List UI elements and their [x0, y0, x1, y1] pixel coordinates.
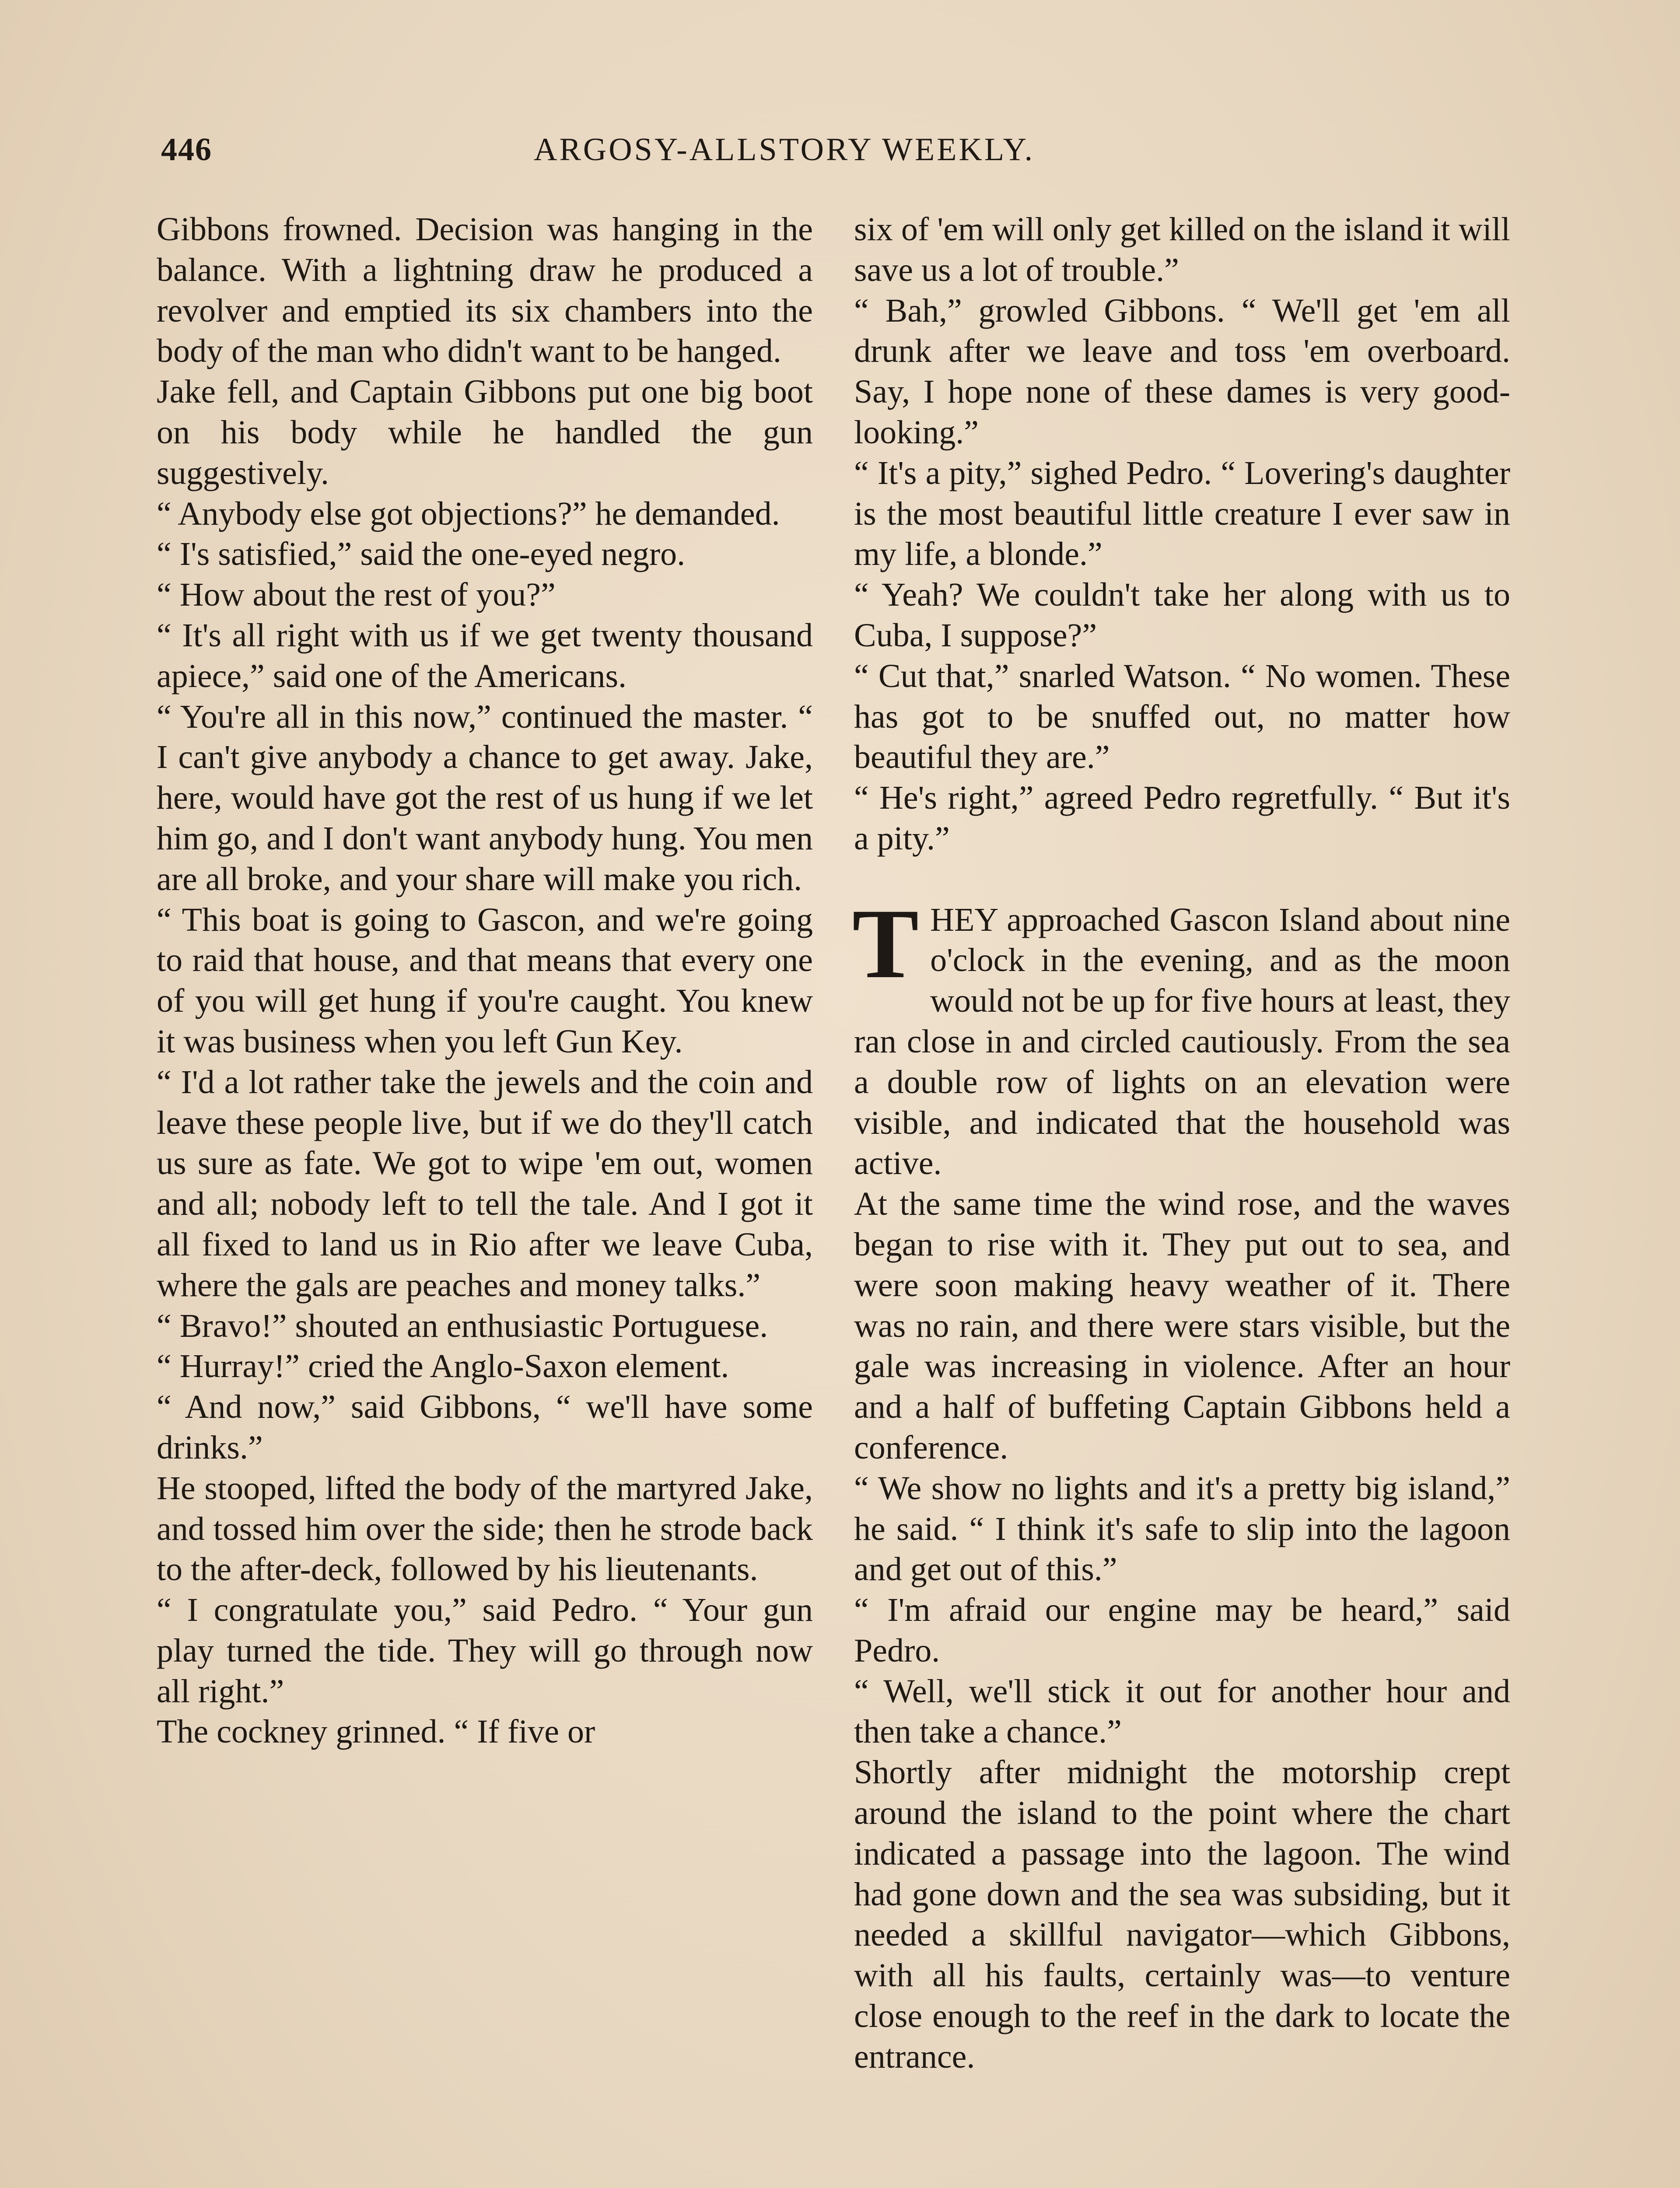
paragraph: At the same time the wind rose, and the waves began to rise with it. They put out to sea, and were soon making heavy weather of it. There was no rain, and there were stars visible, but the gale was increasing in violence. After an hour and a half of buffeting Captain Gibbons held a conference.	[854, 1185, 1510, 1466]
paragraph: “ Hurray!” cried the Anglo-Saxon element.	[157, 1348, 729, 1385]
page-header	[0, 131, 1680, 184]
paragraph: “ And now,” said Gibbons, “ we'll have some drinks.”	[157, 1389, 813, 1466]
paragraph: “ You're all in this now,” continued the master. “ I can't give anybody a chance to get away. Jake, here, would have got the rest of us hung if we let him go, and I don't want anybody hung. You men are all broke, and your share will make you rich.	[157, 698, 813, 898]
right-column	[854, 209, 1510, 2077]
paragraph-text: HEY approached Gascon Island about nine o'clock in the evening, and as the moon would not be up for five hours at least, they ran close in and circled cautiously. From the sea a double row of lights on an elevation were visible, and indicated that the household was active.	[854, 901, 1510, 1182]
paragraph: “ Anybody else got objections?” he demanded.	[157, 495, 780, 532]
section-opening-paragraph	[852, 888, 1510, 1184]
paragraph: “ I congratulate you,” said Pedro. “ Your gun play turned the tide. They will go through now all right.”	[157, 1592, 813, 1710]
section-break	[854, 859, 1510, 900]
paragraph: “ I'd a lot rather take the jewels and the coin and leave these people live, but if we do they'll catch us sure as fate. We got to wipe 'em out, women and all; nobody left to tell the tale. And I got it all fixed to land us in Rio after we leave Cuba, where the gals are peaches and money talks.”	[157, 1063, 813, 1304]
page-number: 446	[161, 132, 212, 168]
paragraph: Jake fell, and Captain Gibbons put one big boot on his body while he handled the gun suggestively.	[157, 373, 813, 491]
drop-cap: T	[852, 888, 919, 999]
paragraph: six of 'em will only get killed on the island it will save us a lot of trouble.”	[854, 211, 1510, 288]
paragraph: “ Bravo!” shouted an enthusiastic Portuguese.	[157, 1307, 768, 1344]
paragraph: Gibbons frowned. Decision was hanging in the balance. With a lightning draw he produced a revolver and emptied its six chambers into the body of the man who didn't want to be hanged.	[157, 211, 813, 370]
paragraph: “ I'm afraid our engine may be heard,” said Pedro.	[854, 1592, 1510, 1669]
paragraph: “ This boat is going to Gascon, and we're going to raid that house, and that means that every one of you will get hung if you're caught. You knew it was business when you left Gun Key.	[157, 901, 813, 1060]
paragraph: “ It's a pity,” sighed Pedro. “ Lovering's daughter is the most beautiful little creature I ever saw in my life, a blonde.”	[854, 454, 1510, 573]
paragraph: He stooped, lifted the body of the martyred Jake, and tossed him over the side; then he strode back to the after-deck, followed by his lieutenants.	[157, 1469, 813, 1588]
paragraph: “ We show no lights and it's a pretty big island,” he said. “ I think it's safe to slip into the lagoon and get out of this.”	[854, 1469, 1510, 1588]
paragraph: The cockney grinned. “ If five or	[157, 1713, 595, 1750]
running-head: ARGOSY-ALLSTORY WEEKLY.	[534, 132, 1035, 168]
paragraph: “ Bah,” growled Gibbons. “ We'll get 'em all drunk after we leave and toss 'em overboard. Say, I hope none of these dames is very good-looking.”	[854, 292, 1510, 451]
paragraph: “ He's right,” agreed Pedro regretfully. “ But it's a pity.”	[854, 779, 1510, 857]
paragraph: “ How about the rest of you?”	[157, 576, 556, 614]
paragraph: “ I's satisfied,” said the one-eyed negro.	[157, 536, 686, 573]
paragraph: “ It's all right with us if we get twenty thousand apiece,” said one of the Americans.	[157, 617, 813, 694]
paragraph: “ Cut that,” snarled Watson. “ No women. These has got to be snuffed out, no matter how beautiful they are.”	[854, 657, 1510, 776]
paragraph: Shortly after midnight the motorship crept around the island to the point where the chart indicated a passage into the lagoon. The wind had gone down and the sea was subsiding, but it needed a skillful navigator—which Gibbons, with all his faults, certainly was—to venture close enough to the reef in the dark to locate the entrance.	[854, 1754, 1510, 2075]
paragraph: “ Yeah? We couldn't take her along with us to Cuba, I suppose?”	[854, 576, 1510, 654]
left-column	[157, 209, 813, 1752]
paragraph: “ Well, we'll stick it out for another hour and then take a chance.”	[854, 1673, 1510, 1750]
